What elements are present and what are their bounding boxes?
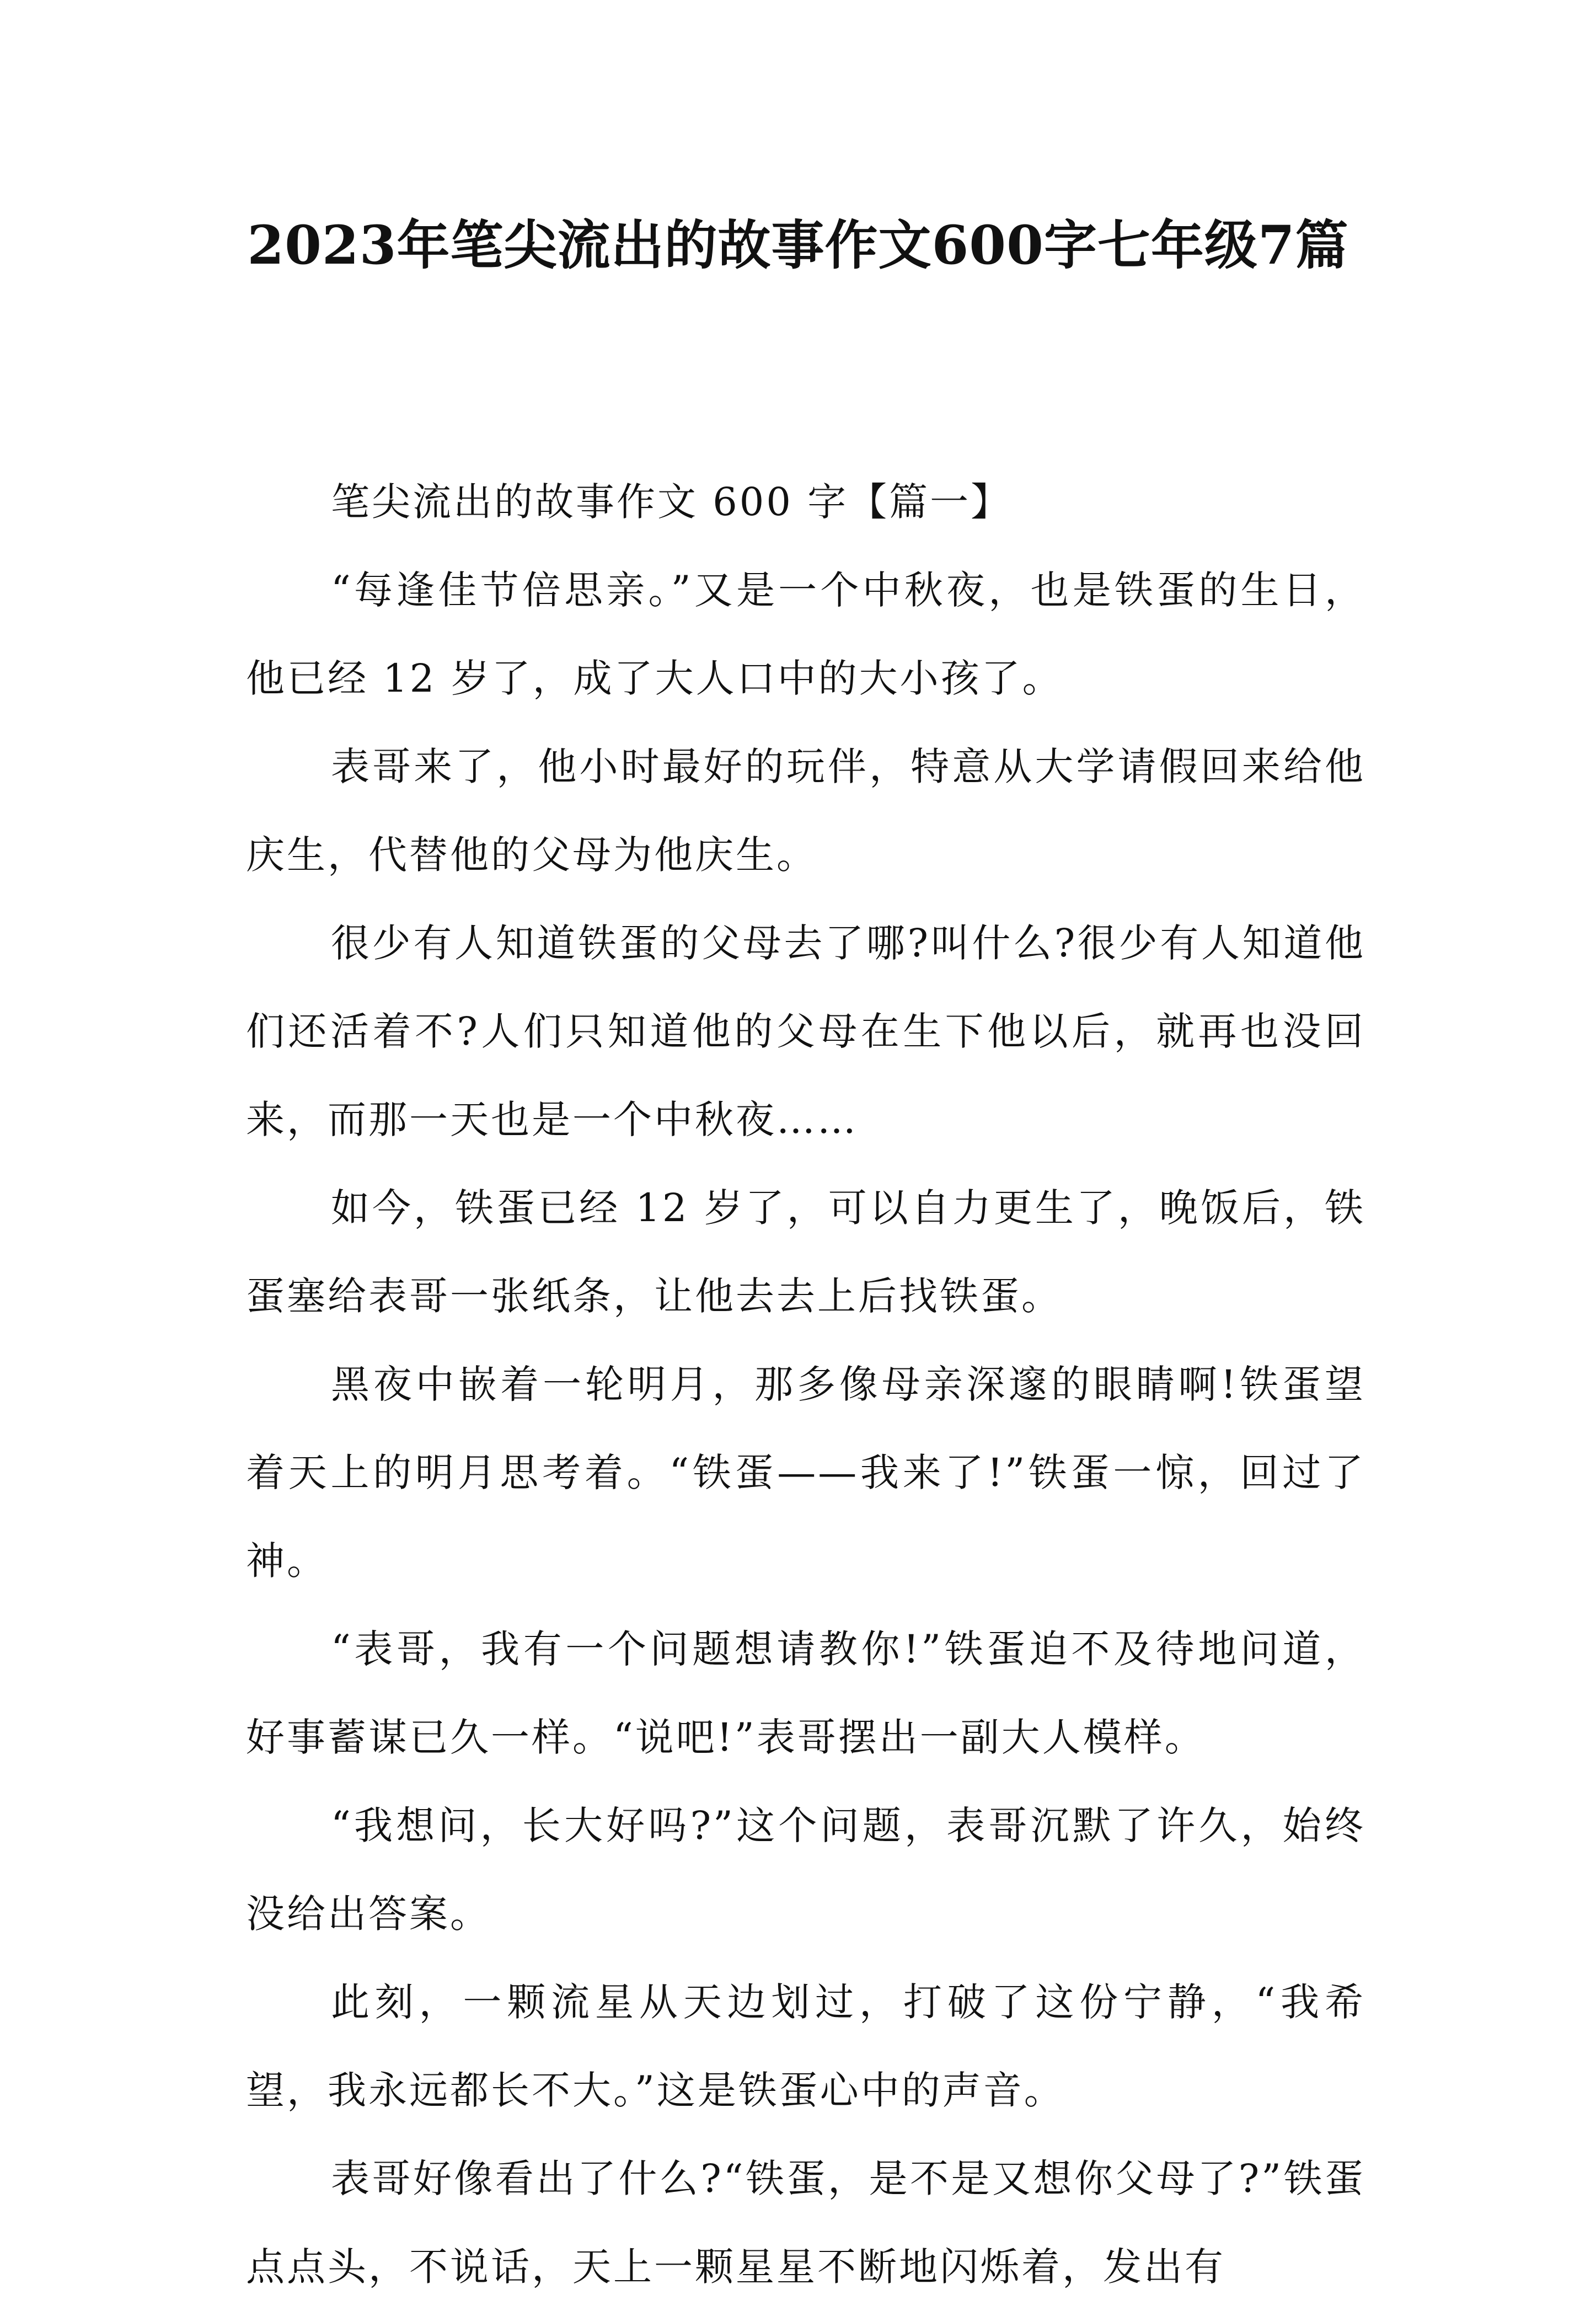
paragraph-3: 很少有人知道铁蛋的父母去了哪?叫什么?很少有人知道他们还活着不?人们只知道他的父母在生下他以后，就再也没回来，而那一天也是一个中秋夜…… [246,921,1365,1142]
document-title: 2023年笔尖流出的故事作文600字七年级7篇 [247,214,1349,276]
paragraph-9: 表哥好像看出了什么?“铁蛋，是不是又想你父母了?”铁蛋点点头，不说话，天上一颗星星不断地闪烁着，发出有 [246,2156,1365,2289]
section-heading: 笔尖流出的故事作文 600 字【篇一】 [331,479,1012,525]
paragraph-6: “表哥，我有一个问题想请教你!”铁蛋迫不及待地问道，好事蓄谋已久一样。“说吧!”表哥摆出一副大人模样。 [246,1627,1365,1760]
paragraph-4: 如今，铁蛋已经 12 岁了，可以自力更生了，晚饭后，铁蛋塞给表哥一张纸条，让他去去上后找铁蛋。 [246,1185,1365,1319]
document-body [246,458,1365,2311]
paragraph-1: “每逢佳节倍思亲。”又是一个中秋夜，也是铁蛋的生日，他已经 12 岁了，成了大人口中的大小孩了。 [246,568,1365,701]
paragraph-5: 黑夜中嵌着一轮明月，那多像母亲深邃的眼睛啊!铁蛋望着天上的明月思考着。“铁蛋——我来了!”铁蛋一惊，回过了神。 [246,1362,1365,1584]
paragraph-7: “我想问，长大好吗?”这个问题，表哥沉默了许久，始终没给出答案。 [246,1803,1365,1936]
paragraph-8: 此刻，一颗流星从天边划过，打破了这份宁静，“我希望，我永远都长不大。”这是铁蛋心中的声音。 [246,1980,1365,2113]
paragraph-2: 表哥来了，他小时最好的玩伴，特意从大学请假回来给他庆生，代替他的父母为他庆生。 [246,744,1365,878]
